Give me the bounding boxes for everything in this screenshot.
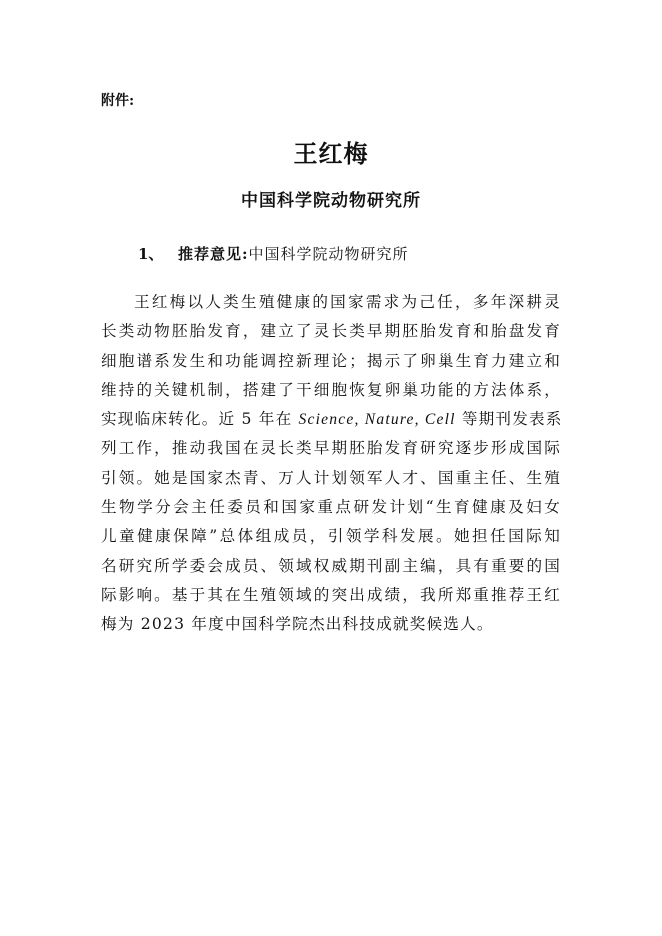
paragraph-line: 长类动物胚胎发育，建立了灵长类早期胚胎发育和胎盘发育 <box>101 322 561 341</box>
section-number: 1、 <box>138 245 164 263</box>
paragraph-line: 名研究所学委会成员、领域权威期刊副主编，具有重要的国 <box>101 556 561 575</box>
paragraph-line: 王红梅以人类生殖健康的国家需求为己任，多年深耕灵 <box>134 293 561 311</box>
paragraph-line: 儿童健康保障”总体组成员，引领学科发展。她担任国际知 <box>101 527 561 546</box>
paragraph-line: 际影响。基于其在生殖领域的突出成绩，我所郑重推荐王红 <box>101 585 561 604</box>
paragraph-line: 维持的关键机制，搭建了干细胞恢复卵巢功能的方法体系， <box>101 380 561 399</box>
section-label: 推荐意见: <box>178 245 249 263</box>
paragraph-line: 引领。她是国家杰青、万人计划领军人才、国重主任、生殖 <box>101 468 561 487</box>
paragraph-line: 细胞谱系发生和功能调控新理论；揭示了卵巢生育力建立和 <box>101 351 561 370</box>
recommendation-paragraph <box>101 288 561 640</box>
section-value: 中国科学院动物研究所 <box>248 245 409 263</box>
line-prefix: 实现临床转化。近 5 年在 <box>101 410 299 429</box>
paragraph-line-last: 梅为 2023 年度中国科学院杰出科技成就奖候选人。 <box>101 615 494 634</box>
paragraph-line-journals <box>101 405 561 434</box>
paragraph-line: 列工作，推动我国在灵长类早期胚胎发育研究逐步形成国际 <box>101 439 561 458</box>
nominee-name: 王红梅 <box>293 140 369 168</box>
journal-names: Science, Nature, Cell <box>298 411 456 429</box>
recommendation-heading <box>138 243 409 264</box>
attachment-label: 附件: <box>101 93 135 109</box>
paragraph-line: 生物学分会主任委员和国家重点研发计划“生育健康及妇女 <box>101 498 561 517</box>
line-suffix: 等期刊发表系 <box>455 410 563 429</box>
institute-name: 中国科学院动物研究所 <box>241 191 421 211</box>
